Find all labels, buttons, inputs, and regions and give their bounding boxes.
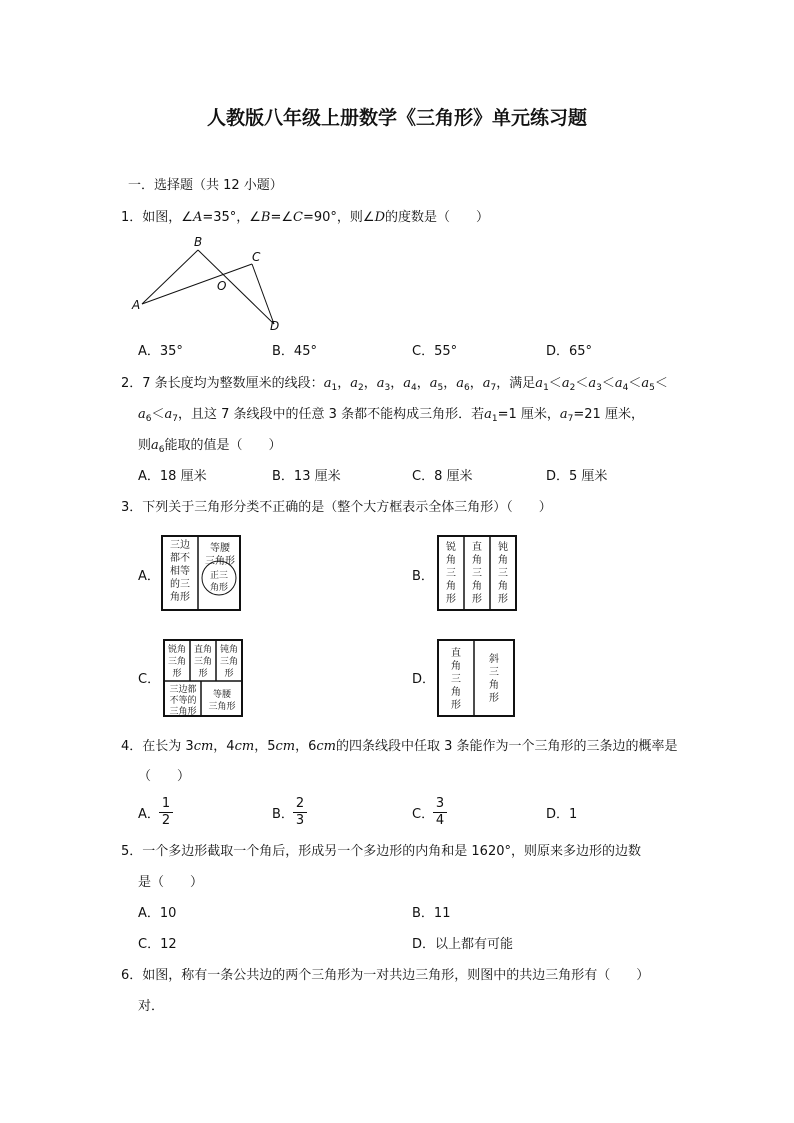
question-2-line-3: 则$a_6$能取的值是（ ） <box>138 438 282 455</box>
fig-d-left-3: 三 <box>451 674 461 685</box>
fig-d-right-3: 角 <box>489 680 499 691</box>
fig-a-left-line-2: 都不 <box>170 553 190 564</box>
fig-c-top2-3: 形 <box>198 669 208 679</box>
q5-option-c: C．12 <box>138 937 177 952</box>
figure-label-a: A <box>132 298 141 312</box>
q5-option-d: D．以上都有可能 <box>412 937 514 952</box>
numerator: 1 <box>161 796 171 811</box>
q2-option-a: A．18 厘米 <box>138 469 207 484</box>
fig-b-col2-3: 三 <box>472 568 482 579</box>
q3-option-c-label: C． <box>138 672 161 687</box>
fig-c-top1-2: 三角 <box>167 657 187 667</box>
q3-option-d-label: D． <box>412 672 436 687</box>
fig-c-top3-3: 形 <box>224 669 234 679</box>
question-4-line-2: （ ） <box>138 769 191 784</box>
q2-option-b: B．13 厘米 <box>272 469 341 484</box>
question-1-stem: 1．如图，∠A=35°，∠B=∠C=90°，则∠D的度数是（ ） <box>121 210 490 225</box>
q4-option-d: D．1 <box>546 807 578 822</box>
fig-a-left-line-1: 三边 <box>170 540 190 551</box>
fig-a-left-line-4: 的三 <box>170 579 190 590</box>
fig-d-left-1: 直 <box>451 648 461 659</box>
fig-a-left-line-3: 相等 <box>170 566 190 577</box>
fig-b-col3-1: 钝 <box>498 542 508 553</box>
numerator: 3 <box>435 796 445 811</box>
fig-b-col1-1: 锐 <box>446 542 456 553</box>
question-5-line-1: 5．一个多边形截取一个角后，形成另一个多边形的内角和是 1620°，则原来多边形的边数 <box>121 844 641 859</box>
q3-figure-a <box>160 534 242 612</box>
fig-c-br-2: 三角形 <box>208 702 236 712</box>
denominator: 3 <box>295 813 305 828</box>
q5-option-b: B．11 <box>412 906 451 921</box>
fig-b-col3-3: 三 <box>498 568 508 579</box>
fig-d-left-4: 角 <box>451 687 461 698</box>
question-3-stem: 3．下列关于三角形分类不正确的是（整个大方框表示全体三角形）（ ） <box>121 500 552 515</box>
fig-a-circle-line-2: 角形 <box>209 583 229 593</box>
q3-figure-b <box>436 534 518 612</box>
fig-d-right-2: 三 <box>489 667 499 678</box>
fig-c-bl-1: 三边都 <box>169 685 197 695</box>
fig-d-left-2: 角 <box>451 661 461 672</box>
fig-b-col3-2: 角 <box>498 555 508 566</box>
q3-figure-d <box>436 638 516 718</box>
fig-d-right-4: 形 <box>489 693 499 704</box>
fig-d-right-1: 斜 <box>489 654 499 665</box>
fig-b-col2-2: 角 <box>472 555 482 566</box>
fig-c-bl-3: 三角形 <box>169 707 197 717</box>
fig-a-right-line-2: 三角形 <box>205 556 235 567</box>
question-4-line-1: 4．在长为 3cm，4cm，5cm，6cm的四条线段中任取 3 条能作为一个三角形的三条边的概率是 <box>121 739 678 754</box>
q3-option-a-label: A． <box>138 569 160 584</box>
fig-c-bl-2: 不等的 <box>169 696 197 706</box>
fig-b-col1-2: 角 <box>446 555 456 566</box>
q4-option-a-fraction <box>159 797 173 828</box>
figure-label-d: D <box>270 319 280 333</box>
fig-b-col2-5: 形 <box>472 594 482 605</box>
question-2-line-1: 2．7 条长度均为整数厘米的线段：$a_1$，$a_2$，$a_3$，$a_4$，$a_5$，$a_6$，$a_7$，满足$a_1<a_2<a_3<a_4<a_5<$ <box>121 376 668 393</box>
fig-b-col1-3: 三 <box>446 568 456 579</box>
denominator: 2 <box>161 813 171 828</box>
question-5-line-2: 是（ ） <box>138 875 204 890</box>
q1-option-a: A．35° <box>138 344 183 359</box>
q4-option-b-label: B． <box>272 807 294 822</box>
q2-option-c: C．8 厘米 <box>412 469 473 484</box>
fig-b-col3-4: 角 <box>498 581 508 592</box>
fig-c-top1-1: 锐角 <box>167 645 187 655</box>
q2-option-d: D．5 厘米 <box>546 469 608 484</box>
fig-b-col1-5: 形 <box>446 594 456 605</box>
figure-label-b: B <box>194 235 203 249</box>
q1-option-c: C．55° <box>412 344 458 359</box>
q1-option-b: B．45° <box>272 344 317 359</box>
q3-option-b-label: B． <box>412 569 434 584</box>
section-heading: 一．选择题（共 12 小题） <box>128 178 283 193</box>
question-1-figure <box>130 232 300 334</box>
denominator: 4 <box>435 813 445 828</box>
fig-c-top1-3: 形 <box>172 669 182 679</box>
fig-a-circle-line-1: 正三 <box>209 571 229 581</box>
fig-b-col2-4: 角 <box>472 581 482 592</box>
fig-a-right-line-1: 等腰 <box>210 543 230 554</box>
fig-d-left-5: 形 <box>451 700 461 711</box>
q4-option-a-label: A． <box>138 807 160 822</box>
fig-c-br-1: 等腰 <box>212 690 232 700</box>
fig-b-col1-4: 角 <box>446 581 456 592</box>
question-6-line-1: 6．如图，称有一条公共边的两个三角形为一对共边三角形，则图中的共边三角形有（ ） <box>121 968 650 983</box>
fig-b-col3-5: 形 <box>498 594 508 605</box>
fig-c-top3-1: 钝角 <box>219 645 239 655</box>
q4-option-c-fraction <box>433 797 447 828</box>
figure-label-o: O <box>217 279 227 293</box>
fig-c-top3-2: 三角 <box>219 657 239 667</box>
q4-option-c-label: C． <box>412 807 435 822</box>
fig-c-top2-1: 直角 <box>193 645 213 655</box>
page-title: 人教版八年级上册数学《三角形》单元练习题 <box>206 107 587 129</box>
q3-figure-c <box>162 638 244 718</box>
fig-a-left-line-5: 角形 <box>170 592 190 603</box>
q4-option-b-fraction <box>293 797 307 828</box>
numerator: 2 <box>295 796 305 811</box>
question-2-line-2: $a_6<a_7$，且这 7 条线段中的任意 3 条都不能构成三角形．若$a_1=1$ 厘米，$a_7=21$ 厘米， <box>138 407 644 424</box>
fig-c-top2-2: 三角 <box>193 657 213 667</box>
fig-b-col2-1: 直 <box>472 542 482 553</box>
question-6-line-2: 对． <box>138 999 165 1014</box>
q1-option-d: D．65° <box>546 344 593 359</box>
figure-label-c: C <box>252 250 261 264</box>
q5-option-a: A．10 <box>138 906 177 921</box>
